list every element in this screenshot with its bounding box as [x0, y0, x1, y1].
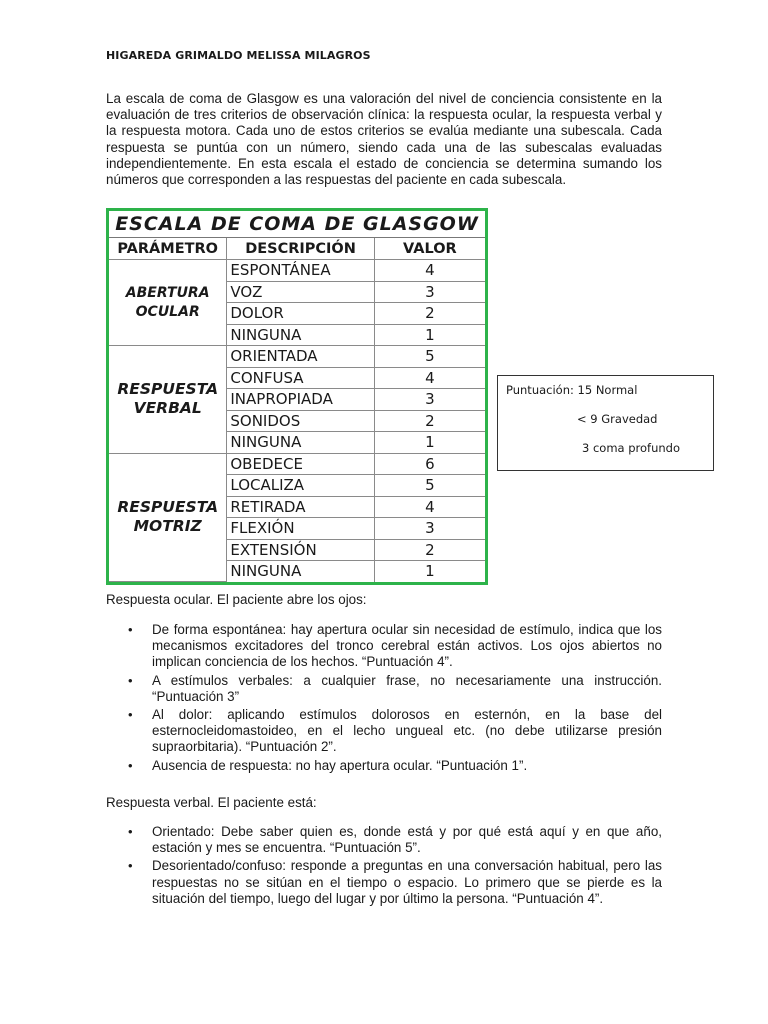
list-item: • Al dolor: aplicando estímulos dolorosos en esternón, en la base del esternocleidomastoideo, en el lecho ungueal etc. (no debe utilizarse presión supraorbitaria). “Puntuación 2”. [106, 707, 662, 756]
intro-paragraph: La escala de coma de Glasgow es una valoración del nivel de conciencia consistente en la evaluación de tres criterios de observación clínica: la respuesta ocular, la respuesta verbal y la respuesta motora. Cada uno de estos criterios se evalúa mediante una subescala. Cada respuesta se puntúa con un número, siendo cada una de las subescalas evaluadas independientemente. En esta escala el estado de conciencia se determina sumando los números que corresponden a las respuestas del paciente en cada subescala. [106, 91, 662, 188]
value-cell: 5 [374, 475, 485, 497]
value-cell: 5 [374, 346, 485, 368]
desc-cell: SONIDOS [227, 410, 374, 432]
desc-cell: NINGUNA [227, 324, 374, 346]
param-line: MOTRIZ [133, 517, 202, 536]
value-cell: 6 [374, 453, 485, 475]
header-parametro: PARÁMETRO [109, 238, 227, 260]
table-title: ESCALA DE COMA DE GLASGOW [109, 211, 485, 238]
value-cell: 2 [374, 410, 485, 432]
value-cell: 2 [374, 539, 485, 561]
param-line: VERBAL [133, 399, 202, 418]
param-abertura-ocular [109, 260, 227, 346]
table-row [109, 260, 485, 282]
param-respuesta-verbal [109, 346, 227, 454]
desc-cell: ORIENTADA [227, 346, 374, 368]
param-respuesta-motriz [109, 453, 227, 582]
ocular-heading: Respuesta ocular. El paciente abre los ojos: [106, 592, 367, 607]
list-item: • A estímulos verbales: a cualquier frase, no necesariamente una instrucción. “Puntuación 3” [106, 673, 662, 705]
value-cell: 3 [374, 281, 485, 303]
desc-cell: VOZ [227, 281, 374, 303]
value-cell: 4 [374, 367, 485, 389]
table-row [109, 346, 485, 368]
list-item: • De forma espontánea: hay apertura ocular sin necesidad de estímulo, indica que los mecanismos excitadores del tronco cerebral están activos. Los ojos abiertos no implican conciencia de los hechos. “Puntuación 4”. [106, 622, 662, 671]
param-line: OCULAR [135, 303, 200, 320]
author-name: HIGAREDA GRIMALDO MELISSA MILAGROS [106, 49, 371, 62]
ocular-list [106, 622, 662, 776]
desc-cell: LOCALIZA [227, 475, 374, 497]
desc-cell: ESPONTÁNEA [227, 260, 374, 282]
table-row [109, 453, 485, 475]
score-normal: Puntuación: 15 Normal [506, 383, 638, 397]
score-legend-box [497, 375, 714, 471]
desc-cell: DOLOR [227, 303, 374, 325]
list-item: • Orientado: Debe saber quien es, donde está y por qué está aquí y en que año, estación y mes se encuentra. “Puntuación 5”. [106, 824, 662, 856]
header-row [109, 238, 485, 260]
header-descripcion: DESCRIPCIÓN [227, 238, 374, 260]
value-cell: 3 [374, 389, 485, 411]
value-cell: 1 [374, 324, 485, 346]
value-cell: 1 [374, 561, 485, 582]
score-coma-profundo: 3 coma profundo [582, 441, 681, 455]
desc-cell: CONFUSA [227, 367, 374, 389]
scale-grid [109, 238, 485, 582]
value-cell: 1 [374, 432, 485, 454]
desc-cell: EXTENSIÓN [227, 539, 374, 561]
glasgow-scale-table [106, 208, 488, 585]
desc-cell: RETIRADA [227, 496, 374, 518]
score-gravedad: < 9 Gravedad [577, 412, 658, 426]
value-cell: 4 [374, 260, 485, 282]
desc-cell: NINGUNA [227, 561, 374, 582]
param-line: RESPUESTA [117, 498, 219, 517]
value-cell: 4 [374, 496, 485, 518]
header-valor: VALOR [374, 238, 485, 260]
verbal-list [106, 824, 662, 909]
value-cell: 2 [374, 303, 485, 325]
verbal-heading: Respuesta verbal. El paciente está: [106, 795, 317, 810]
desc-cell: NINGUNA [227, 432, 374, 454]
param-line: ABERTURA [125, 284, 210, 301]
list-item: • Desorientado/confuso: responde a preguntas en una conversación habitual, pero las respuestas no se sitúan en el tiempo o espacio. Lo primero que se pierde es la situación del tiempo, luego del lugar y por último la persona. “Puntuación 4”. [106, 858, 662, 907]
desc-cell: FLEXIÓN [227, 518, 374, 540]
list-item: • Ausencia de respuesta: no hay apertura ocular. “Puntuación 1”. [106, 758, 662, 774]
param-line: RESPUESTA [117, 380, 219, 399]
desc-cell: INAPROPIADA [227, 389, 374, 411]
desc-cell: OBEDECE [227, 453, 374, 475]
value-cell: 3 [374, 518, 485, 540]
